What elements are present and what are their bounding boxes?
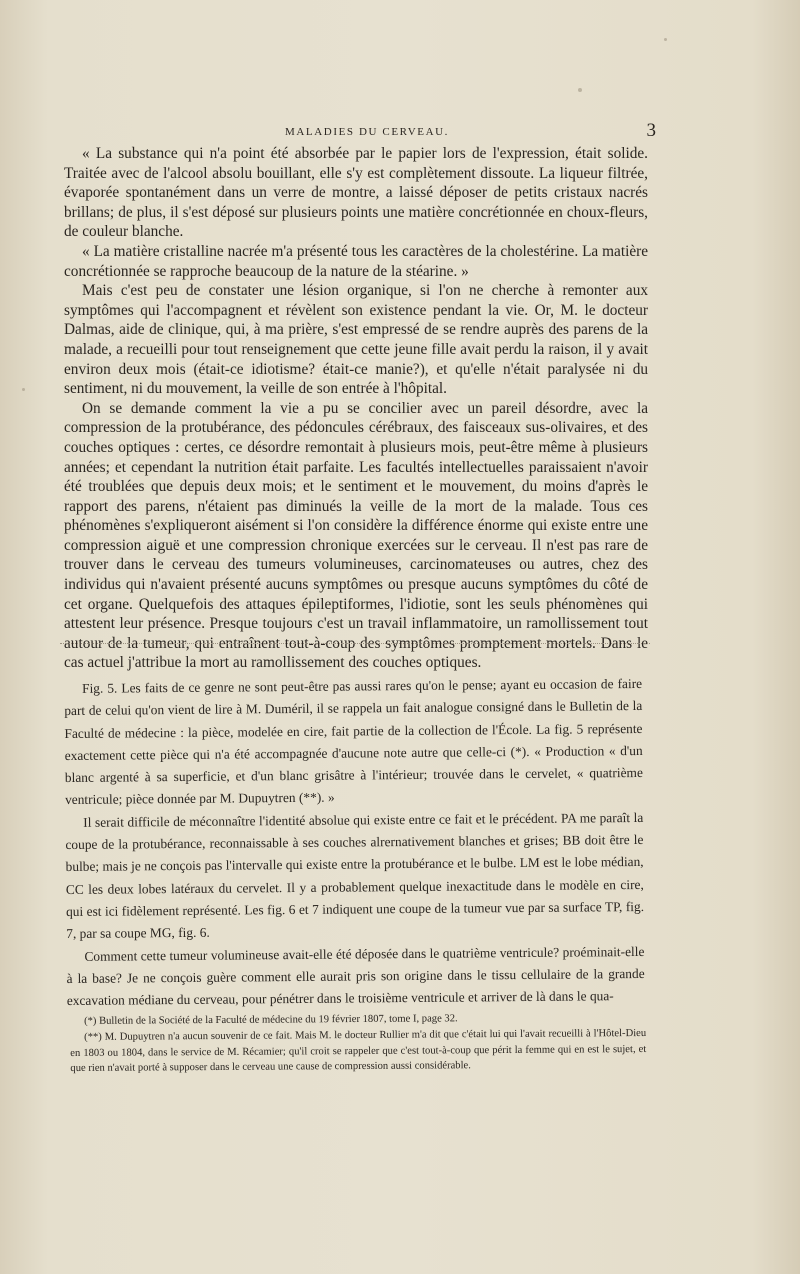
section-divider bbox=[60, 643, 650, 645]
footnotes bbox=[70, 1010, 646, 1077]
running-title: MALADIES DU CERVEAU. bbox=[285, 126, 450, 138]
footnote: (**) M. Dupuytren n'a aucun souvenir de ce fait. Mais M. le docteur Rullier m'a dit que c'était lui qui l'avait recueilli à l'Hôtel-Dieu en 1803 ou 1804, dans le service de M. Récamier; qu'il croit se rappeler que c'est tout-à-coup que périt la femme qui en est le sujet, et que rien n'avait porté à supposer dans le cerveau une cause de compression aussi considérable. bbox=[70, 1027, 647, 1075]
page-number: 3 bbox=[646, 120, 656, 141]
footnote: (*) Bulletin de la Société de la Faculté de médecine du 19 février 1807, tome I, page 32. bbox=[84, 1013, 458, 1027]
paragraph: On se demande comment la vie a pu se concilier avec un pareil désordre, avec la compression de la protubérance, des pédoncules cérébraux, des faisceaux sus-olivaires, et des couches optiques : certes, ce désordre remontait à plusieurs mois, peut-être même à plusieurs années; et cependant la nutrition était parfaite. Les facultés intellectuelles paraissaient n'avoir été troublées que depuis deux mois; et le sentiment et le mouvement, du moins d'après le rapport des parens, n'étaient pas diminués la veille de la mort de la malade. Tous ces phénomènes s'expliqueront aisément si l'on considère la différence énorme qui existe entre une compression aiguë et une compression chronique exercées sur le cerveau. Il n'est pas rare de trouver dans le cerveau des tumeurs volumineuses, carcinomateuses ou autres, chez des individus qui n'avaient présenté aucuns symptômes ou presque aucuns symptômes du côté de cet organe. Quelquefois des attaques épileptiformes, l'idiotie, sont les seuls phénomènes qui attestent leur présence. Presque toujours c'est un travail inflammatoire, un ramollissement tout autour de la tumeur, qui entraînent tout-à-coup des symptômes promptement mortels. Dans le cas actuel j'attribue la mort au ramollissement des couches optiques. bbox=[64, 399, 648, 672]
main-text-block bbox=[64, 144, 648, 673]
paragraph: Comment cette tumeur volumineuse avait-elle été déposée dans le quatrième ventricule? proéminait-elle à la base? Je ne conçois guère comment elle aurait pris son origine dans le tissu cellulaire de la grande excavation médiane du cerveau, pour pénétrer dans le troisième ventricule et arriver de là dans le qua- bbox=[66, 943, 645, 1009]
paragraph: « La substance qui n'a point été absorbée par le papier lors de l'expression, était solide. Traitée avec de l'alcool absolu bouillant, elle s'y est complètement dissoute. La liqueur filtrée, évaporée spontanément dans un verre de montre, a laissé déposer de petits cristaux nacrés brillans; de plus, il s'est déposé sur plusieurs points une matière concrétionnée en choux-fleurs, de couleur blanche. bbox=[64, 145, 648, 241]
paper-speck bbox=[664, 38, 667, 41]
paragraph: Mais c'est peu de constater une lésion organique, si l'on ne cherche à remonter aux symptômes qui l'accompagnent et révèlent son existence pendant la vie. Or, M. le docteur Dalmas, aide de clinique, qui, à ma prière, s'est empressé de se rendre auprès des parens de la malade, a recueilli pour tout renseignement que cette jeune fille avait perdu la raison, il y avait environ deux mois (était-ce idiotisme? était-ce manie?), et qu'elle n'était paralysée ni du sentiment, ni du mouvement, la veille de son entrée à l'hôpital. bbox=[64, 282, 648, 398]
paragraph: Il serait difficile de méconnaître l'identité absolue qui existe entre ce fait et le précédent. PA me paraît la coupe de la protubérance, reconnaissable à ses couches alrernativement blanches et grises; BB doit être le bulbe; mais je ne conçois pas l'intervalle qui existe entre la protubérance et le bulbe. LM est le lobe médian, CC les deux lobes latéraux du cervelet. Il y a probablement quelque inexactitude dans le modèle en cire, qui est ici fidèlement représenté. Les fig. 6 et 7 indiquent une coupe de la tumeur vue par sa surface TP, fig. 7, par sa coupe MG, fig. 6. bbox=[65, 809, 645, 942]
paragraph: « La matière cristalline nacrée m'a présenté tous les caractères de la cholestérine. La matière concrétionnée se rapproche beaucoup de la nature de la stéarine. » bbox=[64, 242, 648, 280]
paragraph: Fig. 5. Les faits de ce genre ne sont peut-être pas aussi rares qu'on le pense; ayant eu occasion de faire part de celui qu'on vient de lire à M. Duméril, il se rappela un fait analogue consigné dans le Bulletin de la Faculté de médecine : la pièce, modelée en cire, fait partie de la collection de l'École. La fig. 5 représente exactement cette pièce qui n'a été accompagnée d'aucune note autre que celle-ci (*). « Production « d'un blanc argenté à sa superficie, et d'un blanc grisâtre à l'intérieur; trouvée dans le cervelet, « quatrième ventricule; pièce donnée par M. Dupuytren (**). » bbox=[64, 675, 643, 808]
figure-commentary-block bbox=[64, 673, 645, 1012]
page-header bbox=[60, 120, 656, 146]
paper-speck bbox=[578, 88, 582, 92]
paper-speck bbox=[22, 388, 25, 391]
